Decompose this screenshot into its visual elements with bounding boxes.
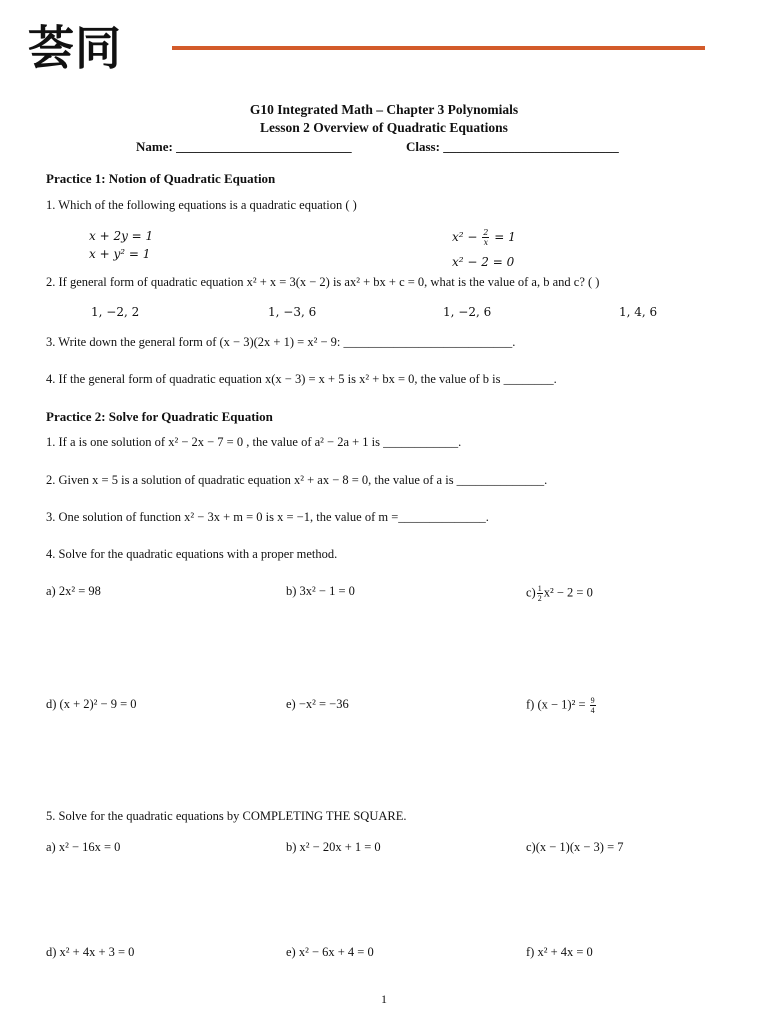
p1-q1-option-d: x² − 2 = 0 [452,255,515,269]
p1-q2-option-1: 1, −2, 2 [91,305,140,319]
p2-q5-part-e: e) x² − 6x + 4 = 0 [286,945,374,959]
p2-q4-part-e: e) −x² = −36 [286,697,349,711]
fraction-numerator: 2 [483,228,489,237]
p2-q4-part-c [526,584,593,603]
lesson-title: Lesson 2 Overview of Quadratic Equations [260,120,508,135]
page-number: 1 [381,992,387,1006]
class-field: Class: ___________________________ [406,139,619,154]
p1-question-3: 3. Write down the general form of (x − 3)(2x + 1) = x² − 9: ___________________________. [46,335,516,349]
p1-q2-option-4: 1, 4, 6 [619,305,658,319]
part-f-lead: f) (x − 1)² = [526,697,586,712]
p2-q4-part-a: a) 2x² = 98 [46,584,101,598]
p2-q4-part-b: b) 3x² − 1 = 0 [286,584,355,598]
p1-question-1: 1. Which of the following equations is a quadratic equation ( ) [46,198,357,212]
p1-q1-option-b: x + y² = 1 [89,247,151,261]
option-c-fraction [482,228,489,247]
part-c-fraction [537,584,543,603]
practice2-title: Practice 2: Solve for Quadratic Equation [46,409,273,424]
fraction-numerator: 1 [537,584,542,593]
p2-question-4: 4. Solve for the quadratic equations with a proper method. [46,547,338,561]
option-c-lead: x² − [452,230,478,244]
part-c-lead: c) [526,585,536,600]
fraction-denominator: 2 [537,594,542,603]
p1-question-2: 2. If general form of quadratic equation x² + x = 3(x − 2) is ax² + bx + c = 0, what is the value of a, b and c? ( ) [46,275,600,289]
name-field: Name: ___________________________ [136,139,352,154]
fraction-numerator: 9 [590,696,595,705]
p1-q2-option-3: 1, −2, 6 [443,305,492,319]
p1-q1-option-a: x + 2y = 1 [89,229,154,243]
p2-q5-part-d: d) x² + 4x + 3 = 0 [46,945,135,959]
header-rule [172,46,705,50]
p2-q5-part-f: f) x² + 4x = 0 [526,945,593,959]
option-c-tail: = 1 [494,230,516,244]
p2-q5-part-b: b) x² − 20x + 1 = 0 [286,840,381,854]
p2-question-1: 1. If a is one solution of x² − 2x − 7 = 0 , the value of a² − 2a + 1 is ____________. [46,435,462,449]
school-logo: 荟同 [28,21,122,75]
p1-q1-option-c [452,228,516,247]
p1-q2-option-2: 1, −3, 6 [268,305,317,319]
p2-question-2: 2. Given x = 5 is a solution of quadratic equation x² + ax − 8 = 0, the value of a is ______________. [46,473,548,487]
p2-q4-part-d: d) (x + 2)² − 9 = 0 [46,697,137,711]
part-c-tail: x² − 2 = 0 [543,585,593,600]
p2-q5-part-c: c)(x − 1)(x − 3) = 7 [526,840,624,854]
p2-q4-part-f [526,696,597,715]
p2-q5-part-a: a) x² − 16x = 0 [46,840,121,854]
fraction-denominator: x [483,238,489,247]
p2-question-3: 3. One solution of function x² − 3x + m = 0 is x = −1, the value of m =______________. [46,510,489,524]
part-f-fraction [590,696,596,715]
worksheet-title: G10 Integrated Math – Chapter 3 Polynomials [249,102,519,117]
p2-question-5: 5. Solve for the quadratic equations by COMPLETING THE SQUARE. [46,809,407,823]
p1-question-4: 4. If the general form of quadratic equation x(x − 3) = x + 5 is x² + bx = 0, the value of b is ________. [46,372,557,386]
fraction-denominator: 4 [590,706,595,715]
practice1-title: Practice 1: Notion of Quadratic Equation [46,171,276,186]
